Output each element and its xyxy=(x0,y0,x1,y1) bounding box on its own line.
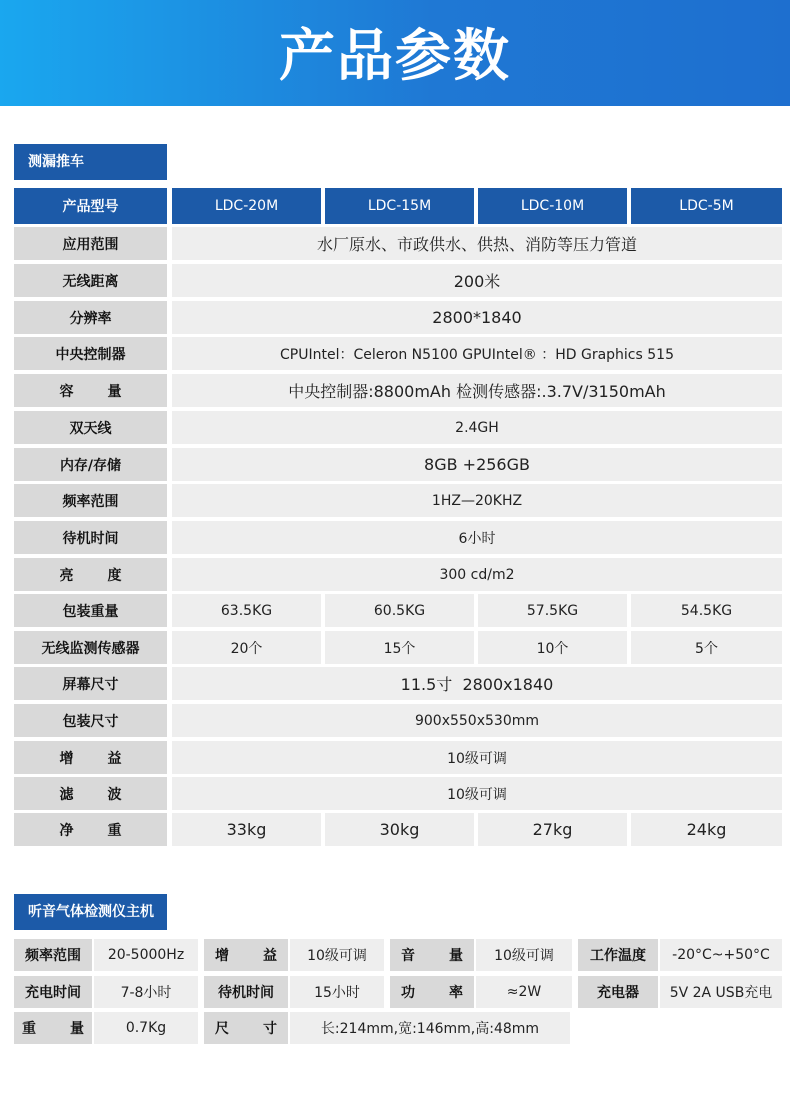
spec-value: 7-8小时 xyxy=(94,976,198,1008)
spec-value: 33kg xyxy=(172,813,321,846)
spec-label: 净 重 xyxy=(14,813,167,846)
model-header-cell: LDC-10M xyxy=(478,188,627,224)
spec-value: 2.4GH xyxy=(172,411,782,444)
spec-value: 24kg xyxy=(631,813,782,846)
spec-value: 20-5000Hz xyxy=(94,939,198,971)
spec-label: 待机时间 xyxy=(204,976,288,1008)
spec-label: 频率范围 xyxy=(14,939,92,971)
spec-label: 增 益 xyxy=(204,939,288,971)
spec-value: 57.5KG xyxy=(478,594,627,627)
spec-label: 充电器 xyxy=(578,976,658,1008)
spec-value: 2800*1840 xyxy=(172,301,782,334)
spec-value: 10级可调 xyxy=(172,741,782,774)
spec-label: 分辨率 xyxy=(14,301,167,334)
spec-label: 音 量 xyxy=(390,939,474,971)
spec-value: 6小时 xyxy=(172,521,782,554)
spec-label: 无线监测传感器 xyxy=(14,631,167,664)
spec-label: 双天线 xyxy=(14,411,167,444)
spec-value: ≈2W xyxy=(476,976,572,1008)
spec-value: 中央控制器:8800mAh 检测传感器:.3.7V/3150mAh xyxy=(172,374,782,407)
spec-label: 频率范围 xyxy=(14,484,167,517)
spec-value: 15小时 xyxy=(290,976,384,1008)
spec-label: 功 率 xyxy=(390,976,474,1008)
spec-value: 900x550x530mm xyxy=(172,704,782,737)
spec-value: 10级可调 xyxy=(476,939,572,971)
spec-label: 包装重量 xyxy=(14,594,167,627)
model-header-cell: LDC-20M xyxy=(172,188,321,224)
model-header-cell: LDC-5M xyxy=(631,188,782,224)
spec-label: 待机时间 xyxy=(14,521,167,554)
spec-label: 亮 度 xyxy=(14,558,167,591)
spec-value: 1HZ—20KHZ xyxy=(172,484,782,517)
spec-value: 27kg xyxy=(478,813,627,846)
spec-label: 增 益 xyxy=(14,741,167,774)
spec-value: 5个 xyxy=(631,631,782,664)
spec-value: 5V 2A USB充电 xyxy=(660,976,782,1008)
spec-label: 容 量 xyxy=(14,374,167,407)
spec-value: 63.5KG xyxy=(172,594,321,627)
spec-value: 20个 xyxy=(172,631,321,664)
spec-value: 长:214mm,宽:146mm,高:48mm xyxy=(290,1012,570,1044)
spec-value: 水厂原水、市政供水、供热、消防等压力管道 xyxy=(172,227,782,260)
spec-value: CPUIntel：Celeron N5100 GPUIntel® ：HD Graphics 515 xyxy=(172,337,782,370)
spec-value: 300 cd/m2 xyxy=(172,558,782,591)
page-title: 产品参数 xyxy=(279,24,511,89)
spec-value: 15个 xyxy=(325,631,474,664)
spec-value: 10级可调 xyxy=(172,777,782,810)
spec-value: 10级可调 xyxy=(290,939,384,971)
spec-value: 30kg xyxy=(325,813,474,846)
spec-value: 8GB +256GB xyxy=(172,448,782,481)
spec-label: 工作温度 xyxy=(578,939,658,971)
spec-label: 重 量 xyxy=(14,1012,92,1044)
spec-label: 包装尺寸 xyxy=(14,704,167,737)
spec-label: 充电时间 xyxy=(14,976,92,1008)
title-banner xyxy=(0,0,790,106)
spec-value: -20°C~+50°C xyxy=(660,939,782,971)
section-title-gas-detector-host: 听音气体检测仪主机 xyxy=(14,894,167,930)
spec-label: 无线距离 xyxy=(14,264,167,297)
spec-label: 应用范围 xyxy=(14,227,167,260)
spec-label: 尺 寸 xyxy=(204,1012,288,1044)
spec-value: 54.5KG xyxy=(631,594,782,627)
spec-label: 屏幕尺寸 xyxy=(14,667,167,700)
section-title-leak-detection-cart: 测漏推车 xyxy=(14,144,167,180)
spec-value: 0.7Kg xyxy=(94,1012,198,1044)
spec-value: 11.5寸 2800x1840 xyxy=(172,667,782,700)
spec-value: 200米 xyxy=(172,264,782,297)
spec-label: 滤 波 xyxy=(14,777,167,810)
spec-label: 内存/存储 xyxy=(14,448,167,481)
model-header-cell: LDC-15M xyxy=(325,188,474,224)
spec-header-label: 产品型号 xyxy=(14,188,167,224)
spec-label: 中央控制器 xyxy=(14,337,167,370)
spec-value: 10个 xyxy=(478,631,627,664)
spec-value: 60.5KG xyxy=(325,594,474,627)
